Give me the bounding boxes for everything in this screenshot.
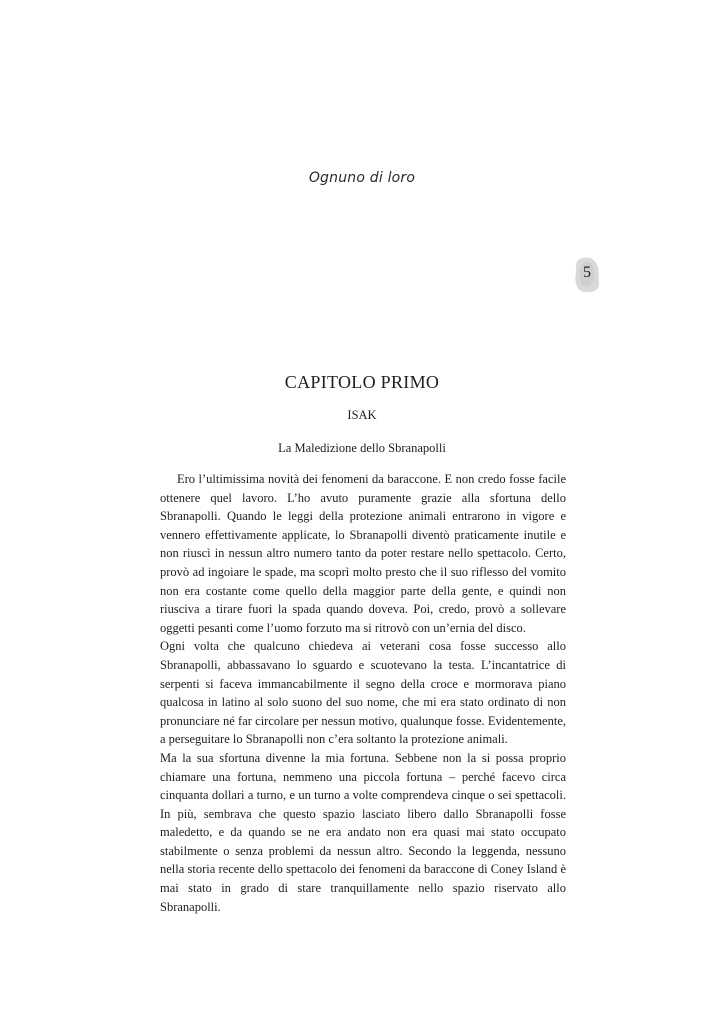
page-number: 5 [583, 264, 591, 281]
paragraph-2: Ogni volta che qualcuno chiedeva ai veterani cosa fosse successo allo Sbranapolli, abbassavano lo sguardo e scuotevano la testa. L’incantatrice di serpenti si faceva immancabilmente il segno della croce e mormorava piano qualcosa in latino al solo suono del suo nome, che mi era stato ordinato di non pronunciare né far circolare per nessun motivo, qualunque fosse. Evidentemente, a perseguitare lo Sbranapolli non c’era soltanto la protezione animali. [160, 639, 566, 747]
section-title: La Maledizione dello Sbranapolli [278, 441, 446, 455]
chapter-title: CAPITOLO PRIMO [284, 372, 440, 392]
body-text [160, 470, 566, 916]
running-head: Ognuno di loro [308, 170, 416, 186]
paragraph-1: Ero l’ultimissima novità dei fenomeni da baraccone. E non credo fosse facile ottenere quel lavoro. L’ho avuto puramente grazie alla sfortuna dello Sbranapolli. Quando le leggi della protezione animali entrarono in vigore e vennero effettivamente applicate, lo Sbranapolli diventò praticamente inutile e non riuscì in nessun altro numero tanto da poter restare nello spettacolo. Certo, provò ad ingoiare le spade, ma scoprì molto presto che il suo riflesso del vomito non era costante come quello della maggior parte della gente, e quindi non riusciva a tirare fuori la spada quando doveva. Poi, credo, provò a sollevare oggetti pesanti come l’uomo forzuto ma si ritrovò con un’ernia del disco. [160, 472, 566, 635]
chapter-subtitle: ISAK [347, 408, 377, 422]
paragraph-3: Ma la sua sfortuna divenne la mia fortuna. Sebbene non la si possa proprio chiamare una fortuna, nemmeno una piccola fortuna – perché facevo circa cinquanta dollari a turno, e un turno a volte comprendeva cinque o sei spettacoli. In più, sembrava che questo spazio lasciato libero dallo Sbranapolli fosse maledetto, e da quando se ne era andato non era quasi mai stato occupato stabilmente o senza problemi da nessun altro. Secondo la leggenda, nessuno nella storia recente dello spettacolo dei fenomeni da baraccone di Coney Island è mai stato in grado di stare tranquillamente nello spazio riservato allo Sbranapolli. [160, 750, 566, 914]
page-number-badge [573, 256, 601, 294]
